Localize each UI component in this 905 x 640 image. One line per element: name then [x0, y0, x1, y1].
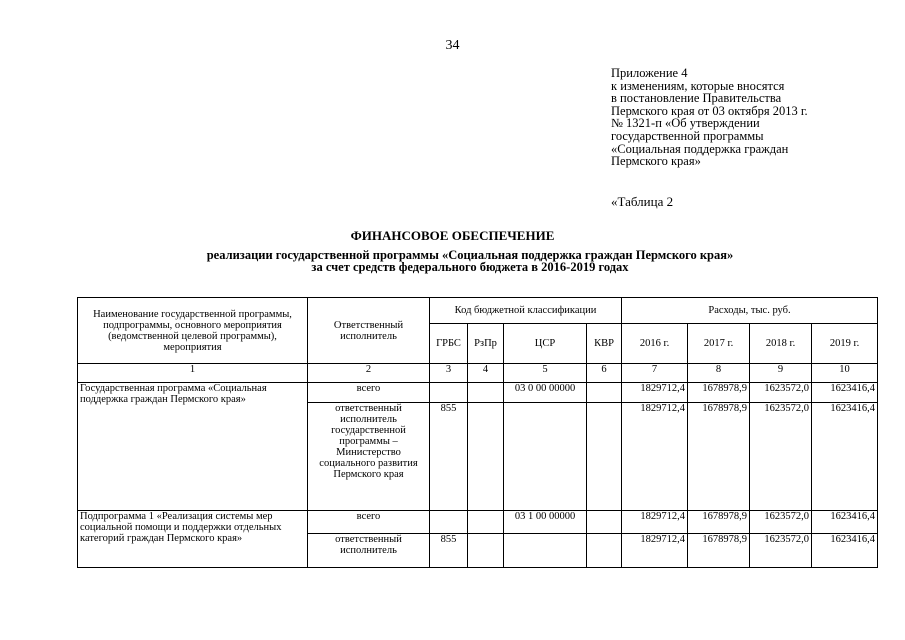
column-number: 7 — [622, 364, 688, 383]
header-rzpr: РзПр — [468, 324, 504, 364]
column-number: 4 — [468, 364, 504, 383]
header-2016: 2016 г. — [622, 324, 688, 364]
amount-2019-cell: 1623416,4 — [812, 511, 878, 534]
rzpr-cell — [468, 403, 504, 511]
amount-2016-cell: 1829712,4 — [622, 534, 688, 568]
appendix-line: № 1321-п «Об утверждении — [611, 116, 760, 131]
csr-cell — [504, 534, 587, 568]
amount-2016-cell: 1829712,4 — [622, 403, 688, 511]
header-expenses: Расходы, тыс. руб. — [622, 298, 878, 324]
amount-2018-cell: 1623572,0 — [750, 403, 812, 511]
kvr-cell — [587, 403, 622, 511]
column-number: 1 — [78, 364, 308, 383]
header-kvr: КВР — [587, 324, 622, 364]
header-2018: 2018 г. — [750, 324, 812, 364]
amount-2018-cell: 1623572,0 — [750, 511, 812, 534]
column-number-row — [78, 364, 878, 383]
csr-cell: 03 1 00 00000 — [504, 511, 587, 534]
kvr-cell — [587, 383, 622, 403]
document-subtitle — [80, 249, 860, 273]
amount-2019-cell: 1623416,4 — [812, 383, 878, 403]
grbs-cell: 855 — [430, 534, 468, 568]
table-row — [78, 383, 878, 403]
column-number: 5 — [504, 364, 587, 383]
document-title: ФИНАНСОВОЕ ОБЕСПЕЧЕНИЕ — [350, 228, 555, 243]
grbs-cell: 855 — [430, 403, 468, 511]
subtitle-line: за счет средств федерального бюджета в 2016-2019 годах — [311, 260, 629, 274]
table-label: «Таблица 2 — [611, 194, 674, 209]
executor-cell: ответственный исполнитель государственной программы – Министерство социального развития Пермского края — [308, 403, 430, 511]
amount-2017-cell: 1678978,9 — [688, 534, 750, 568]
appendix-line: государственной программы — [611, 128, 764, 143]
amount-2016-cell: 1829712,4 — [622, 511, 688, 534]
header-grbs: ГРБС — [430, 324, 468, 364]
table-header-row — [78, 298, 878, 324]
rzpr-cell — [468, 383, 504, 403]
amount-2016-cell: 1829712,4 — [622, 383, 688, 403]
column-number: 10 — [812, 364, 878, 383]
column-number: 8 — [688, 364, 750, 383]
appendix-line: Пермского края от 03 октября 2013 г. — [611, 103, 808, 118]
column-number: 9 — [750, 364, 812, 383]
appendix-line: Пермского края» — [611, 154, 701, 169]
table-row — [78, 511, 878, 534]
amount-2018-cell: 1623572,0 — [750, 534, 812, 568]
rzpr-cell — [468, 511, 504, 534]
amount-2018-cell: 1623572,0 — [750, 383, 812, 403]
header-2019: 2019 г. — [812, 324, 878, 364]
header-name: Наименование государственной программы, подпрограммы, основного мероприятия (ведомственной целевой программы), мероприятия — [78, 298, 308, 364]
header-2017: 2017 г. — [688, 324, 750, 364]
appendix-line: к изменениям, которые вносятся — [611, 78, 785, 93]
column-number: 2 — [308, 364, 430, 383]
subtitle-line: реализации государственной программы «Социальная поддержка граждан Пермского края» — [206, 248, 734, 262]
kvr-cell — [587, 534, 622, 568]
grbs-cell — [430, 511, 468, 534]
csr-cell — [504, 403, 587, 511]
amount-2017-cell: 1678978,9 — [688, 403, 750, 511]
appendix-line: «Социальная поддержка граждан — [611, 141, 789, 156]
column-number: 6 — [587, 364, 622, 383]
csr-cell: 03 0 00 00000 — [504, 383, 587, 403]
kvr-cell — [587, 511, 622, 534]
page-number: 34 — [445, 38, 460, 53]
appendix-line: Приложение 4 — [611, 66, 688, 80]
rzpr-cell — [468, 534, 504, 568]
amount-2017-cell: 1678978,9 — [688, 383, 750, 403]
appendix-note — [611, 67, 808, 168]
header-executor: Ответственный исполнитель — [308, 298, 430, 364]
appendix-line: в постановление Правительства — [611, 91, 782, 106]
program-name-cell: Государственная программа «Социальная поддержка граждан Пермского края» — [78, 383, 308, 511]
financing-table — [77, 297, 878, 568]
column-number: 3 — [430, 364, 468, 383]
header-budget-code: Код бюджетной классификации — [430, 298, 622, 324]
executor-cell: всего — [308, 511, 430, 534]
executor-cell: всего — [308, 383, 430, 403]
executor-cell: ответственный исполнитель — [308, 534, 430, 568]
amount-2017-cell: 1678978,9 — [688, 511, 750, 534]
amount-2019-cell: 1623416,4 — [812, 403, 878, 511]
header-csr: ЦСР — [504, 324, 587, 364]
subprogram-name-cell: Подпрограмма 1 «Реализация системы мер социальной помощи и поддержки отдельных категорий граждан Пермского края» — [78, 511, 308, 568]
grbs-cell — [430, 383, 468, 403]
amount-2019-cell: 1623416,4 — [812, 534, 878, 568]
